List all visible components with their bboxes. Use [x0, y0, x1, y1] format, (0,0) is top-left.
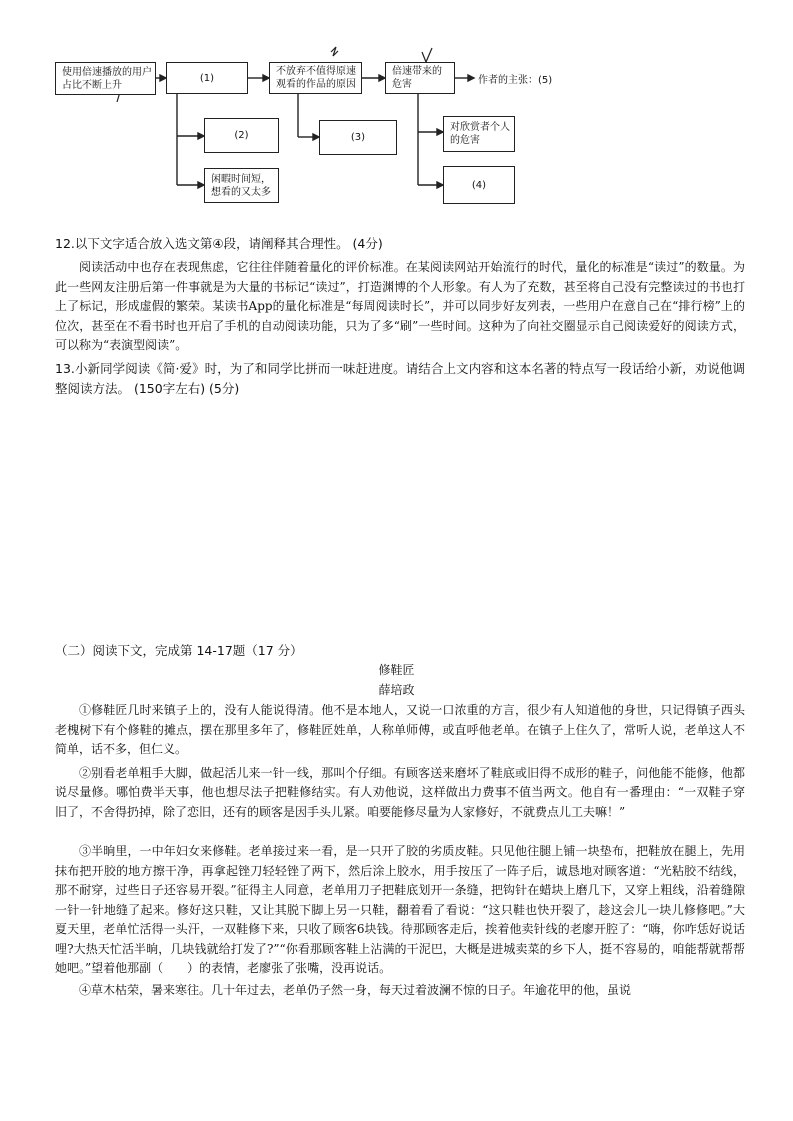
q12-text: 阅读活动中也存在表现焦虑，它往往伴随着量化的评价标准。在某阅读网站开始流行的时代，量化的标准是“读过”的数量。为此一些网友注册后第一件事就是为大量的书标记“读过”，打造渊博的个人形象。有人为了充数，甚至将自己没有完整读过的书也打上了标记，形成虚假的繁荣。某读书App的量化标准是“每周阅读时长”，并可以同步好友列表，一些用户在意自己在“排行榜”上的位次，甚至在不看书时也开启了手机的自动阅读功能，只为了多“刷”一些时间。这种为了向社交圈显示自己阅读爱好的阅读方式，可以称为“表演型阅读”。 — [55, 260, 745, 352]
story-para-3: ③半晌里，一中年妇女来修鞋。老单接过来一看，是一只开了胶的劣质皮鞋。只见他往腿上铺一块垫布，把鞋放在腿上，先用抹布把开胶的地方擦干净，再拿起锉刀轻轻锉了两下，然后涂上胶水，用手按压了一阵子后，诚恳地对顾客道：“光粘胶不结线，那不耐穿，过些日子还容易开裂。”征得主人同意，老单用刀子把鞋底划开一条缝，把钩针在蜡块上磨几下，又穿上粗线，沿着缝隙一针一针地缝了起来。修好这只鞋，又让其脱下脚上另一只鞋，翻着看了看说：“这只鞋也快开裂了，趁这会儿一块儿修修吧。”大夏天里，老单忙活得一头汗，一双鞋修下来，只收了顾客6块钱。待那顾客走后，挨着他卖针线的老廖开腔了：“嗨，你咋恁好说话哩?大热天忙活半晌，几块钱就给打发了?”“你看那顾客鞋上沾满的干泥巴，大概是进城卖菜的乡下人，挺不容易的，咱能帮就帮帮她吧。”望着他那副（ ）的表情，老廖张了张嘴，没再说话。 — [55, 844, 745, 975]
flow-box-1-text: (1) — [199, 72, 215, 84]
flow-box-reason — [269, 62, 362, 94]
flow-box-4-text: (4) — [471, 179, 487, 191]
flow-box-time — [204, 168, 279, 203]
flow-box-3 — [319, 120, 397, 155]
flowchart-connectors — [0, 0, 793, 220]
flow-box-personal — [443, 116, 515, 152]
q12-passage — [55, 258, 745, 356]
flow-box-start-text: 使用倍速播放的用户占比不断上升 — [62, 66, 152, 91]
flow-box-harm-text: 倍速带来的危害 — [392, 66, 442, 90]
q13-text: 13.小新同学阅读《简·爱》时，为了和同学比拼而一味赶进度。请结合上文内容和这本名著的特点写一段话给小新，劝说他调整阅读方法。 (150字左右) (5分) — [55, 361, 745, 396]
flow-box-personal-text: 对欣赏者个人的危害 — [450, 122, 510, 146]
flow-box-reason-text: 不放弃不值得原速观看的作品的原因 — [276, 66, 356, 90]
flow-box-harm — [385, 62, 455, 94]
flow-box-3-text: (3) — [350, 132, 366, 143]
story-title: 修鞋匠 — [378, 663, 415, 677]
flow-box-time-text: 闲暇时间短，想看的又太多 — [211, 173, 271, 198]
q12-title: 12.以下文字适合放入选文第④段，请阐释其合理性。 (4分) — [55, 236, 383, 251]
flow-box-1 — [166, 62, 248, 94]
flow-claim: 作者的主张：(5) — [478, 75, 553, 86]
story-para-4: ④草木枯荣，暑来寒往。几十年过去，老单仍子然一身，每天过着波澜不惊的日子。年逾花甲的他，虽说 — [79, 982, 632, 997]
flow-box-2-text: (2) — [234, 130, 249, 141]
flow-box-2 — [204, 118, 279, 153]
section2-heading: （二）阅读下文，完成第 14-17题（17 分） — [55, 643, 303, 658]
story-body — [55, 701, 745, 1000]
flow-box-4 — [443, 166, 515, 204]
flow-box-start — [55, 62, 156, 95]
story-para-2: ②别看老单粗手大脚，做起活儿来一针一线，那叫个仔细。有顾客送来磨坏了鞋底或旧得不成形的鞋子，问他能不能修，他都说尽量修。哪怕费半天事，他也想尽法子把鞋修结实。有人劝他说，这样做出力费事不值当两文。他自有一番理由：“一双鞋子穿旧了，不舍得扔掉，除了恋旧，还有的顾客是因手头儿紧。咱要能修尽量为人家修好，不就费点儿工夫嘛！” — [55, 765, 745, 819]
q13-block — [55, 359, 745, 399]
story-para-1: ①修鞋匠几时来镇子上的，没有人能说得清。他不是本地人，又说一口浓重的方言，很少有人知道他的身世，只记得镇子西头老槐树下有个修鞋的摊点，摆在那里多年了，修鞋匠姓单，人称单师傅，或直呼他老单。在镇子上住久了，常听人说，老单这人不简单，话不多，但仁义。 — [55, 703, 745, 756]
story-author: 薛培政 — [378, 683, 415, 697]
